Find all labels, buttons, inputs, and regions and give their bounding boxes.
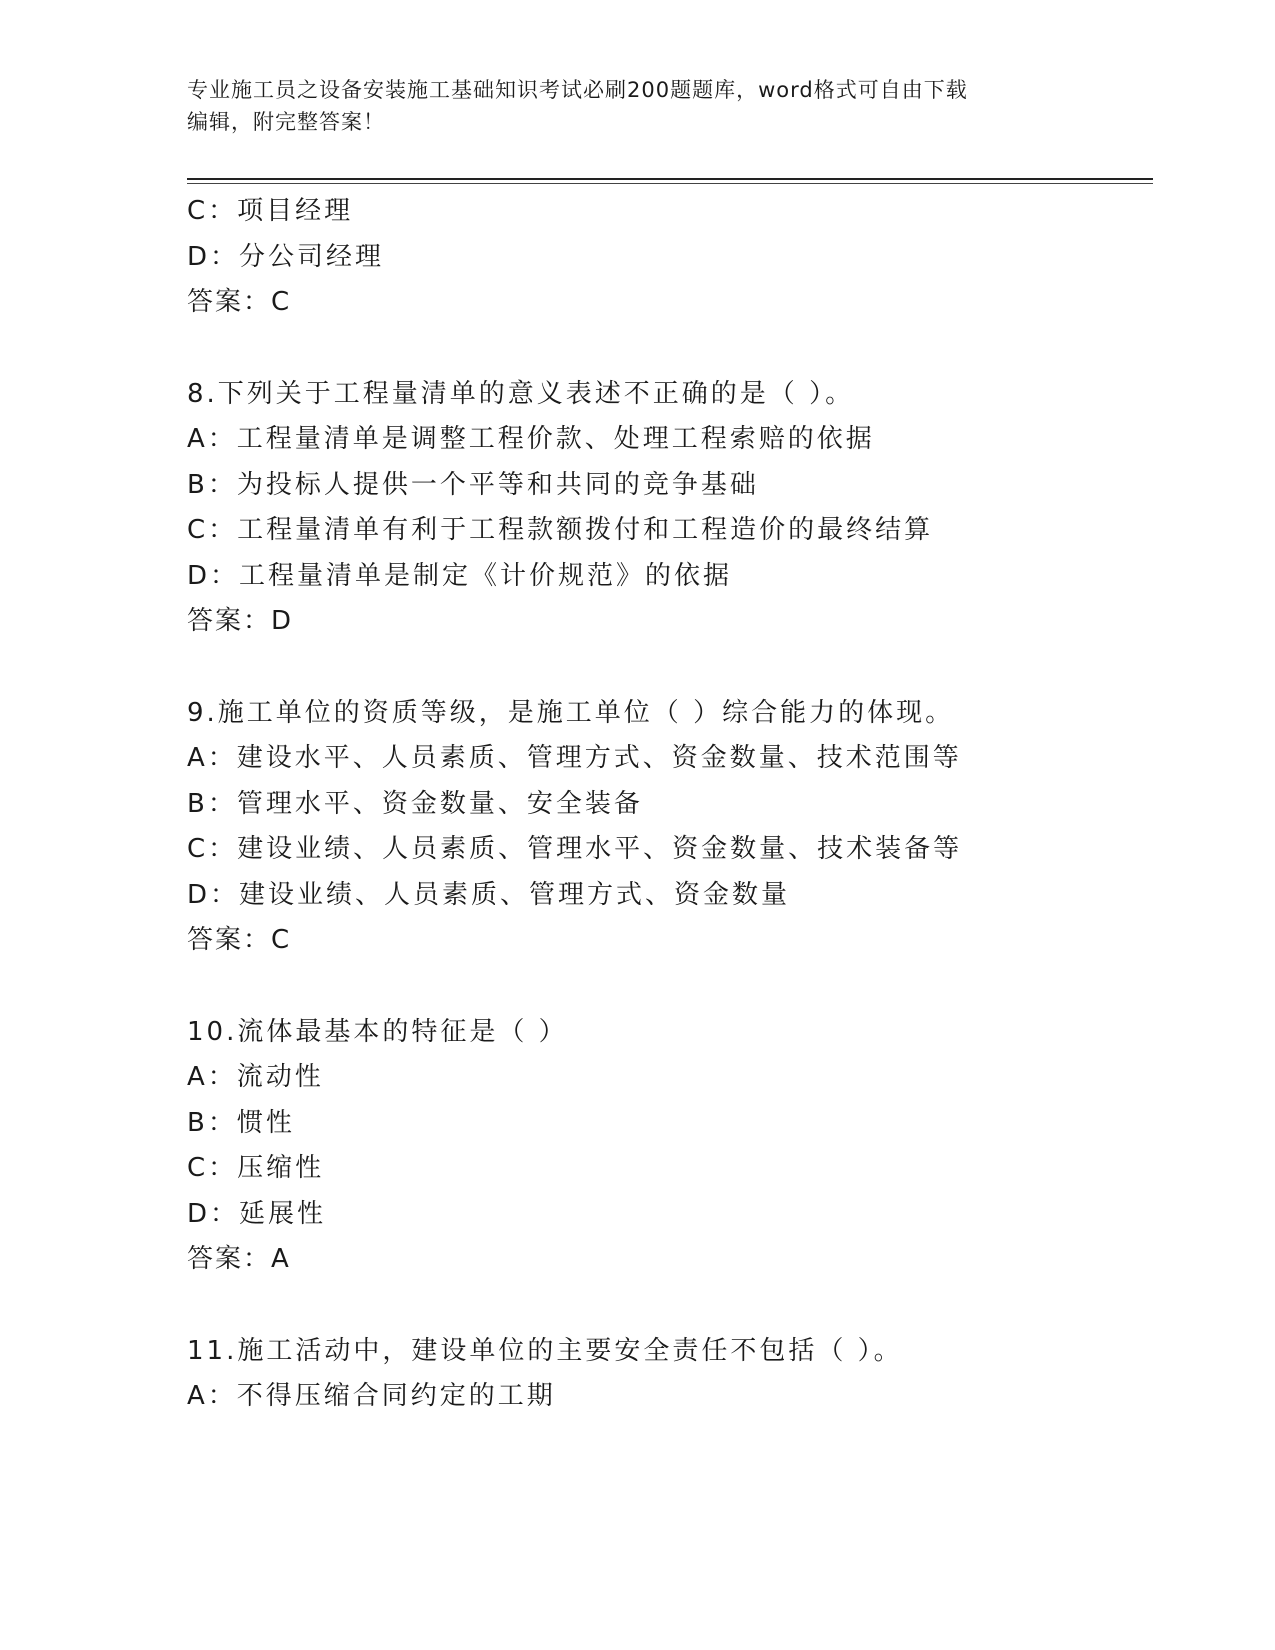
- option-d: D：工程量清单是制定《计价规范》的依据: [187, 560, 733, 591]
- answer: 答案：C: [187, 287, 292, 317]
- spacer: [187, 645, 1153, 691]
- question-8: 8.下列关于工程量清单的意义表述不正确的是（ ）。: [187, 378, 855, 409]
- option-d: D：分公司经理: [187, 241, 385, 272]
- spacer: [187, 326, 1153, 372]
- option-c: C：压缩性: [187, 1153, 325, 1183]
- option-a: A：不得压缩合同约定的工期: [187, 1381, 556, 1411]
- question-10: 10.流体最基本的特征是（ ）: [187, 1016, 568, 1047]
- option-b: B：惯性: [187, 1107, 295, 1138]
- spacer: [187, 964, 1153, 1010]
- header-divider-thick: [187, 178, 1153, 180]
- header-line-1: 专业施工员之设备安装施工基础知识考试必刷200题题库，word格式可自由下载: [187, 78, 968, 102]
- question-list: [187, 189, 1153, 1420]
- header-divider-thin: [187, 183, 1153, 184]
- option-c: C：工程量清单有利于工程款额拨付和工程造价的最终结算: [187, 515, 934, 545]
- document-header: [187, 74, 1067, 138]
- option-b: B：为投标人提供一个平等和共同的竞争基础: [187, 469, 759, 500]
- option-c: C：建设业绩、人员素质、管理水平、资金数量、技术装备等: [187, 834, 963, 864]
- option-a: A：流动性: [187, 1062, 324, 1092]
- answer: 答案：A: [187, 1244, 291, 1274]
- answer: 答案：D: [187, 606, 294, 636]
- option-d: D：延展性: [187, 1198, 327, 1229]
- option-d: D：建设业绩、人员素质、管理方式、资金数量: [187, 879, 791, 910]
- question-11: 11.施工活动中，建设单位的主要安全责任不包括（ ）。: [187, 1335, 903, 1366]
- header-line-2: 编辑，附完整答案！: [187, 110, 385, 134]
- answer: 答案：C: [187, 925, 292, 955]
- spacer: [187, 1283, 1153, 1329]
- option-a: A：工程量清单是调整工程价款、处理工程索赔的依据: [187, 424, 875, 454]
- option-a: A：建设水平、人员素质、管理方式、资金数量、技术范围等: [187, 743, 962, 773]
- option-c: C：项目经理: [187, 196, 354, 226]
- question-9: 9.施工单位的资质等级，是施工单位（ ）综合能力的体现。: [187, 697, 955, 728]
- option-b: B：管理水平、资金数量、安全装备: [187, 788, 643, 819]
